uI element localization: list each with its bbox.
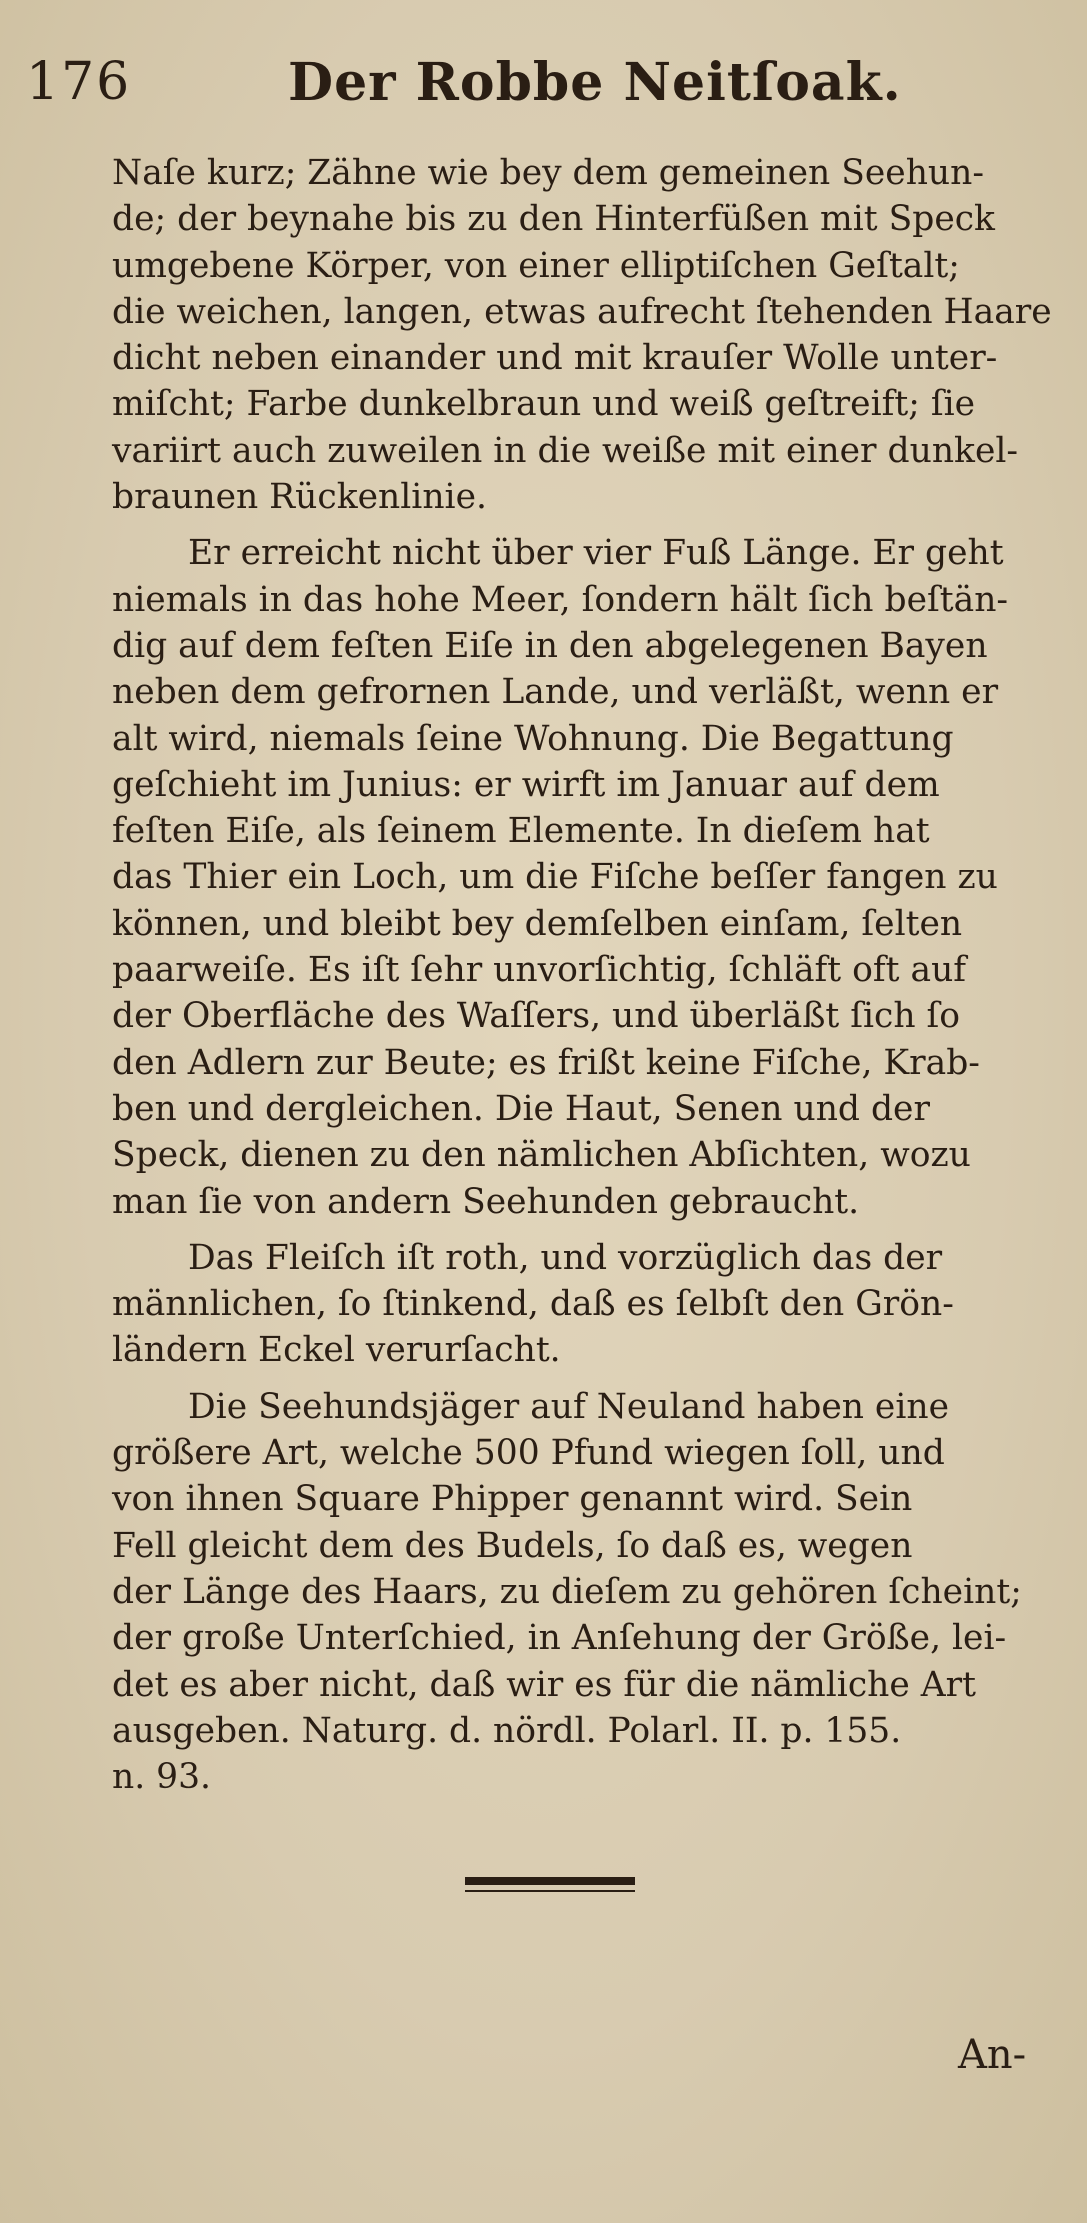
text-line: die weichen, langen, etwas aufrecht ſtehenden Haare: [112, 291, 1052, 332]
text-line: braunen Rückenlinie.: [112, 477, 487, 518]
divider-thin-line: [465, 1890, 635, 1892]
text-line: den Adlern zur Beute; es frißt keine Fiſche, Krab-: [112, 1042, 980, 1083]
text-line: der große Unterſchied, in Anſehung der Größe, lei-: [112, 1618, 1007, 1659]
text-line: umgebene Körper, von einer elliptiſchen Geſtalt;: [112, 245, 960, 286]
paragraph-gap: [112, 520, 1042, 530]
body-text: [112, 150, 1052, 1800]
text-line: n. 93.: [112, 1757, 212, 1798]
paragraph-gap: [112, 1374, 1042, 1384]
paragraph: [112, 1235, 1042, 1374]
text-line: variirt auch zuweilen in die weiße mit einer dunkel-: [112, 430, 1019, 471]
running-title: Der Robbe Neitſoak.: [288, 52, 902, 113]
text-line: ben und dergleichen. Die Haut, Senen und der: [112, 1088, 930, 1129]
text-line: Naſe kurz; Zähne wie bey dem gemeinen Seehun-: [112, 153, 985, 193]
paragraph: [112, 1384, 1042, 1801]
catchword: An-: [958, 2032, 1027, 2078]
text-line: de; der beynahe bis zu den Hinterfüßen mit Speck: [112, 199, 995, 240]
text-line: neben dem gefrornen Lande, und verläßt, wenn er: [112, 672, 999, 713]
text-line: alt wird, niemals ſeine Wohnung. Die Begattung: [112, 718, 954, 759]
text-line: der Länge des Haars, zu dieſem zu gehören ſcheint;: [112, 1571, 1022, 1612]
text-line: man ſie von andern Seehunden gebraucht.: [112, 1181, 860, 1222]
text-line: niemals in das hohe Meer, ſondern hält ſich beſtän-: [112, 579, 1009, 620]
text-line: Die Seehundsjäger auf Neuland haben eine: [188, 1386, 950, 1427]
divider-thick-line: [465, 1877, 635, 1885]
text-line: das Thier ein Loch, um die Fiſche beſſer fangen zu: [112, 857, 998, 898]
page-header: [26, 52, 1027, 122]
text-line: können, und bleibt bey demſelben einſam, ſelten: [112, 903, 963, 944]
text-line: der Oberfläche des Waſſers, und überläßt ſich ſo: [112, 996, 961, 1037]
text-line: Das Fleiſch iſt roth, und vorzüglich das der: [188, 1237, 943, 1278]
section-divider-rule: [465, 1877, 635, 1892]
text-line: feſten Eiſe, als ſeinem Elemente. In dieſem hat: [112, 811, 930, 852]
text-line: Er erreicht nicht über vier Fuß Länge. Er geht: [188, 533, 1004, 574]
text-line: von ihnen Square Phipper genannt wird. Sein: [112, 1479, 913, 1520]
text-line: geſchieht im Junius: er wirft im Januar auf dem: [112, 764, 940, 805]
text-line: dig auf dem feſten Eiſe in den abgelegenen Bayen: [112, 625, 988, 666]
text-line: Speck, dienen zu den nämlichen Abſichten, wozu: [112, 1135, 971, 1176]
paragraph-gap: [112, 1225, 1042, 1235]
text-line: größere Art, welche 500 Pfund wiegen ſoll, und: [112, 1433, 945, 1474]
text-line: ländern Eckel verurſacht.: [112, 1330, 561, 1371]
text-line: miſcht; Farbe dunkelbraun und weiß geſtreift; ſie: [112, 384, 976, 425]
text-line: Fell gleicht dem des Budels, ſo daß es, wegen: [112, 1525, 913, 1566]
paragraph: [112, 150, 1052, 520]
text-line: ausgeben. Naturg. d. nördl. Polarl. II. p. 155.: [112, 1710, 902, 1751]
text-line: det es aber nicht, daß wir es für die nämliche Art: [112, 1664, 977, 1705]
text-line: paarweiſe. Es iſt ſehr unvorſichtig, ſchläft oft auf: [112, 950, 967, 991]
paragraph: [112, 530, 1042, 1224]
text-line: dicht neben einander und mit krauſer Wolle unter-: [112, 338, 998, 379]
page-number: 176: [26, 52, 132, 112]
text-line: männlichen, ſo ſtinkend, daß es ſelbſt den Grön-: [112, 1284, 954, 1325]
